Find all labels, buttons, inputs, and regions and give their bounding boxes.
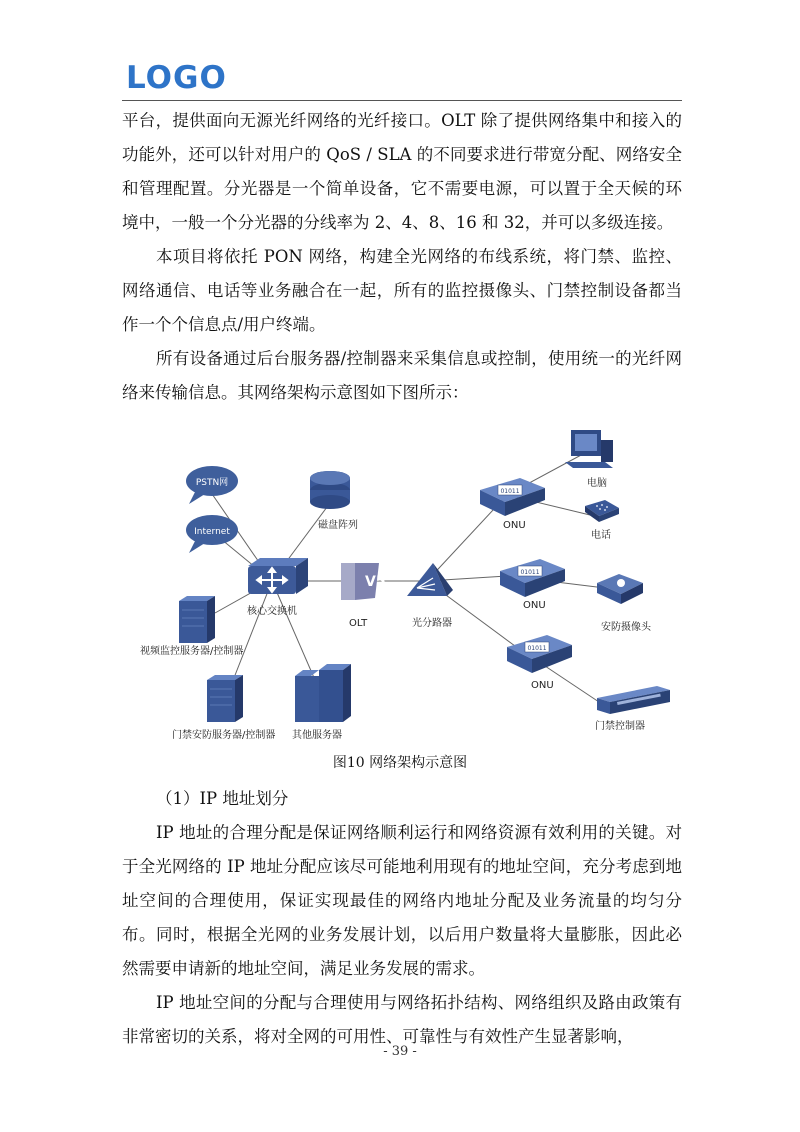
pstn-cloud-icon xyxy=(186,466,238,504)
phone-icon xyxy=(585,500,619,522)
camera-label: 安防摄像头 xyxy=(601,622,651,633)
section-heading: （1）IP 地址划分 xyxy=(156,789,289,808)
olt-badge: V5 xyxy=(365,574,386,590)
paragraph: IP 地址空间的分配与合理使用与网络拓扑结构、网络组织及路由政策有非常密切的关系，将对全网的可用性、可靠性与有效性产生显著影响， xyxy=(122,993,682,1046)
paragraph: IP 地址的合理分配是保证网络顺利运行和网络资源有效利用的关键。对于全光网络的 IP 地址分配应该尽可能地利用现有的地址空间，充分考虑到地址空间的合理使用，保证实现最佳的网络内地址分配及业务流量的均匀分布。同时，根据全光网的业务发展计划，以后用户数量将大量膨胀，因此必然需要申请新的地址空间，满足业务发展的需求。 xyxy=(122,823,682,978)
onu-label: ONU xyxy=(503,520,526,531)
onu-badge: 01011 xyxy=(500,488,520,495)
onu-badge: 01011 xyxy=(527,645,547,652)
video-server-icon xyxy=(179,596,215,643)
access-controller-label: 门禁控制器 xyxy=(595,721,645,732)
core-switch-label: 核心交换机 xyxy=(247,606,297,617)
internet-cloud-icon xyxy=(186,515,238,553)
splitter-label: 光分路器 xyxy=(412,618,452,629)
body-text-bottom xyxy=(122,782,682,1054)
access-controller-icon xyxy=(597,686,670,714)
body-text-top xyxy=(122,104,682,410)
onu-icon xyxy=(507,635,572,673)
camera-icon xyxy=(597,574,643,604)
pstn-label: PSTN网 xyxy=(195,478,229,488)
other-server-label: 其他服务器 xyxy=(292,730,342,741)
logo xyxy=(126,62,226,96)
core-switch-icon xyxy=(248,558,308,594)
computer-icon xyxy=(565,430,613,468)
header-divider xyxy=(122,100,682,101)
network-diagram-svg xyxy=(135,418,695,746)
phone-label: 电话 xyxy=(591,530,611,541)
access-server-icon xyxy=(207,675,243,722)
paragraph: 本项目将依托 PON 网络，构建全光网络的布线系统，将门禁、监控、网络通信、电话等业务融合在一起，所有的监控摄像头、门禁控制设备都当作一个个信息点/用户终端。 xyxy=(122,247,682,334)
other-server-icon xyxy=(295,664,351,722)
onu-label: ONU xyxy=(531,680,554,691)
onu-icon xyxy=(480,478,545,516)
disk-array-label: 磁盘阵列 xyxy=(318,520,358,531)
page-number: - 39 - xyxy=(383,1044,417,1059)
paragraph: 所有设备通过后台服务器/控制器来采集信息或控制，使用统一的光纤网络来传输信息。其网络架构示意图如下图所示： xyxy=(122,349,682,402)
figure-caption: 图10 网络架构示意图 xyxy=(332,755,468,771)
onu-badge: 01011 xyxy=(520,569,540,576)
video-server-label: 视频监控服务器/控制器 xyxy=(140,646,244,657)
internet-label: Internet xyxy=(194,527,230,537)
onu-label: ONU xyxy=(523,600,546,611)
logo-text: LOGO xyxy=(126,62,226,92)
disk-array-icon xyxy=(310,471,350,509)
computer-label: 电脑 xyxy=(587,478,607,489)
onu-icon xyxy=(500,559,565,597)
olt-label: OLT xyxy=(349,618,368,629)
paragraph: 平台，提供面向无源光纤网络的光纤接口。OLT 除了提供网络集中和接入的功能外，还可以针对用户的 QoS / SLA 的不同要求进行带宽分配、网络安全和管理配置。分光器是一个简单设备，它不需要电源，可以置于全天候的环境中，一般一个分光器的分线率为 2、4、8、16 和 32，并可以多级连接。 xyxy=(122,111,682,232)
network-diagram xyxy=(135,418,695,746)
olt-icon xyxy=(341,563,386,600)
logo-mark xyxy=(126,62,226,92)
access-server-label: 门禁安防服务器/控制器 xyxy=(172,730,276,741)
